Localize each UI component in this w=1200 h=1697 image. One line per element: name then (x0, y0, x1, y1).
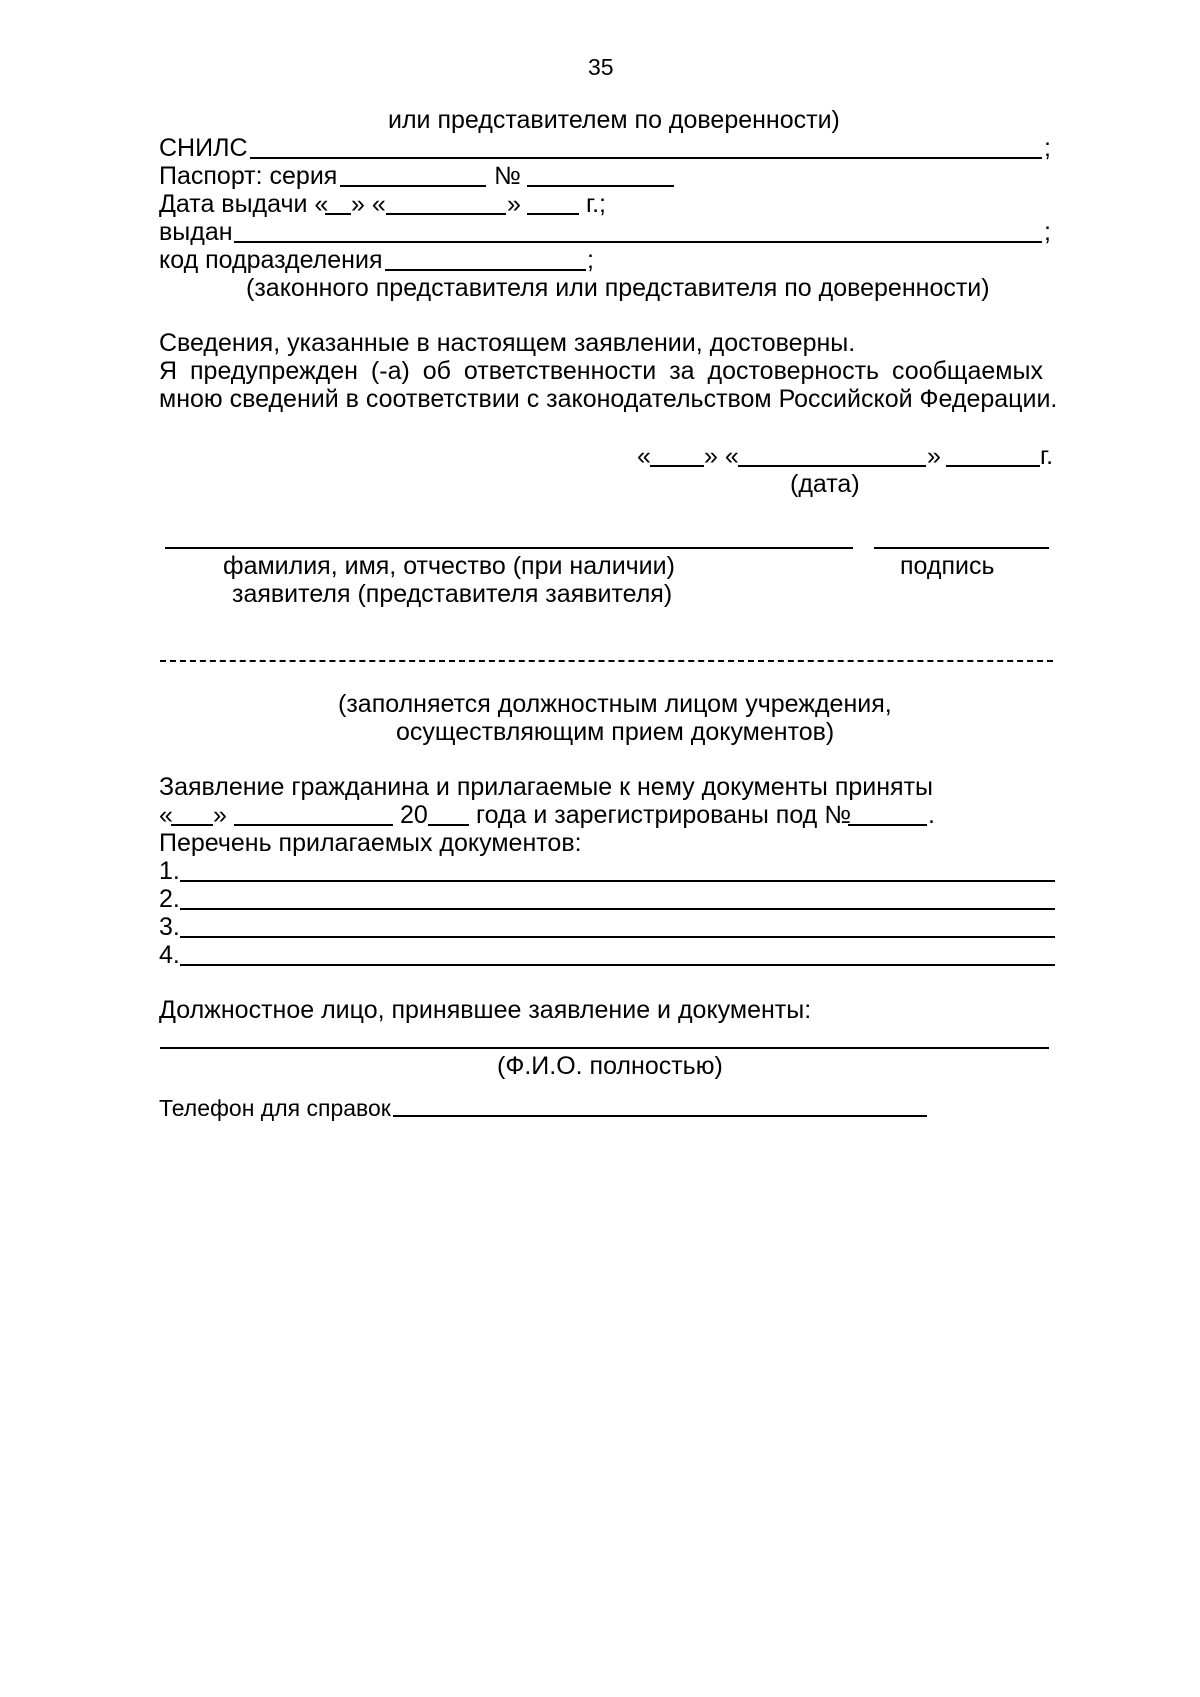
rep-top-note: или представителем по доверенности) (388, 106, 840, 134)
declaration-line-2: Я предупрежден (-а) об ответственности за достоверность сообщаемых (159, 357, 1043, 385)
date-year-field-line[interactable] (946, 465, 1040, 467)
issued-by-label: выдан (159, 218, 233, 246)
list-item-field-line[interactable] (180, 908, 1055, 910)
reg-close-quote: » (213, 801, 227, 829)
date-separator: » « (704, 442, 739, 470)
snils-field-line[interactable] (250, 157, 1042, 159)
date-year-suffix: г. (1040, 442, 1054, 470)
phone-label: Телефон для справок (159, 1095, 391, 1121)
list-item-number: 2. (159, 885, 180, 913)
snils-label: СНИЛС (159, 134, 248, 162)
document-list-title: Перечень прилагаемых документов: (159, 829, 582, 857)
snils-semicolon: ; (1044, 134, 1051, 162)
phone-field-line[interactable] (393, 1115, 927, 1117)
reg-number-field-line[interactable] (848, 824, 927, 826)
list-item-number: 1. (159, 857, 180, 885)
date-caption: (дата) (790, 470, 860, 498)
date-month-field-line[interactable] (738, 465, 926, 467)
reg-registered-text: года и зарегистрированы под № (476, 801, 852, 829)
signature-field-line[interactable] (874, 547, 1049, 549)
division-code-label: код подразделения (159, 246, 383, 274)
passport-number-sign: № (494, 162, 521, 190)
declaration-line-3: мною сведений в соответствии с законодательством Российской Федерации. (159, 385, 1058, 413)
accepted-text: Заявление гражданина и прилагаемые к нему документы приняты (159, 773, 933, 801)
reg-year-prefix: 20 (400, 801, 428, 829)
page-number: 35 (588, 54, 614, 80)
passport-number-field-line[interactable] (527, 185, 674, 187)
date-day-field-line[interactable] (650, 465, 704, 467)
issue-date-separator: » « (351, 190, 386, 218)
signature-caption: подпись (900, 552, 995, 580)
date-close-quote: » (927, 442, 941, 470)
declaration-line-1: Сведения, указанные в настоящем заявлении, достоверны. (159, 329, 856, 357)
reg-end-period: . (928, 801, 935, 829)
passport-series-field-line[interactable] (340, 185, 486, 187)
applicant-name-caption-1: фамилия, имя, отчество (при наличии) (223, 552, 675, 580)
rep-caption: (законного представителя или представителя по доверенности) (246, 274, 990, 302)
issue-year-suffix: г.; (586, 190, 606, 218)
issue-year-field-line[interactable] (527, 213, 579, 215)
issue-month-field-line[interactable] (386, 213, 506, 215)
applicant-name-field-line[interactable] (165, 547, 853, 549)
passport-series-label: Паспорт: серия (159, 162, 338, 190)
list-item-number: 3. (159, 913, 180, 941)
reg-open-quote: « (159, 801, 173, 829)
issued-by-field-line[interactable] (234, 241, 1042, 243)
reg-month-field-line[interactable] (234, 824, 393, 826)
issue-date-label: Дата выдачи « (159, 190, 329, 218)
reg-day-field-line[interactable] (171, 824, 213, 826)
official-fio-field-line[interactable] (160, 1047, 1049, 1049)
official-header-2: осуществляющим прием документов) (396, 718, 835, 746)
list-item-field-line[interactable] (180, 880, 1055, 882)
issue-date-close-quote: » (507, 190, 521, 218)
division-code-field-line[interactable] (385, 269, 586, 271)
date-open-quote: « (637, 442, 651, 470)
official-fio-caption: (Ф.И.О. полностью) (497, 1052, 723, 1080)
reg-year-field-line[interactable] (428, 824, 469, 826)
cut-line-divider (160, 660, 1053, 662)
division-code-semicolon: ; (587, 246, 594, 274)
issued-by-semicolon: ; (1044, 218, 1051, 246)
list-item-field-line[interactable] (180, 936, 1055, 938)
list-item-field-line[interactable] (180, 964, 1055, 966)
list-item-number: 4. (159, 941, 180, 969)
official-label: Должностное лицо, принявшее заявление и документы: (159, 996, 812, 1024)
issue-day-field-line[interactable] (325, 213, 351, 215)
official-header-1: (заполняется должностным лицом учреждения, (338, 690, 892, 718)
applicant-name-caption-2: заявителя (представителя заявителя) (232, 580, 673, 608)
